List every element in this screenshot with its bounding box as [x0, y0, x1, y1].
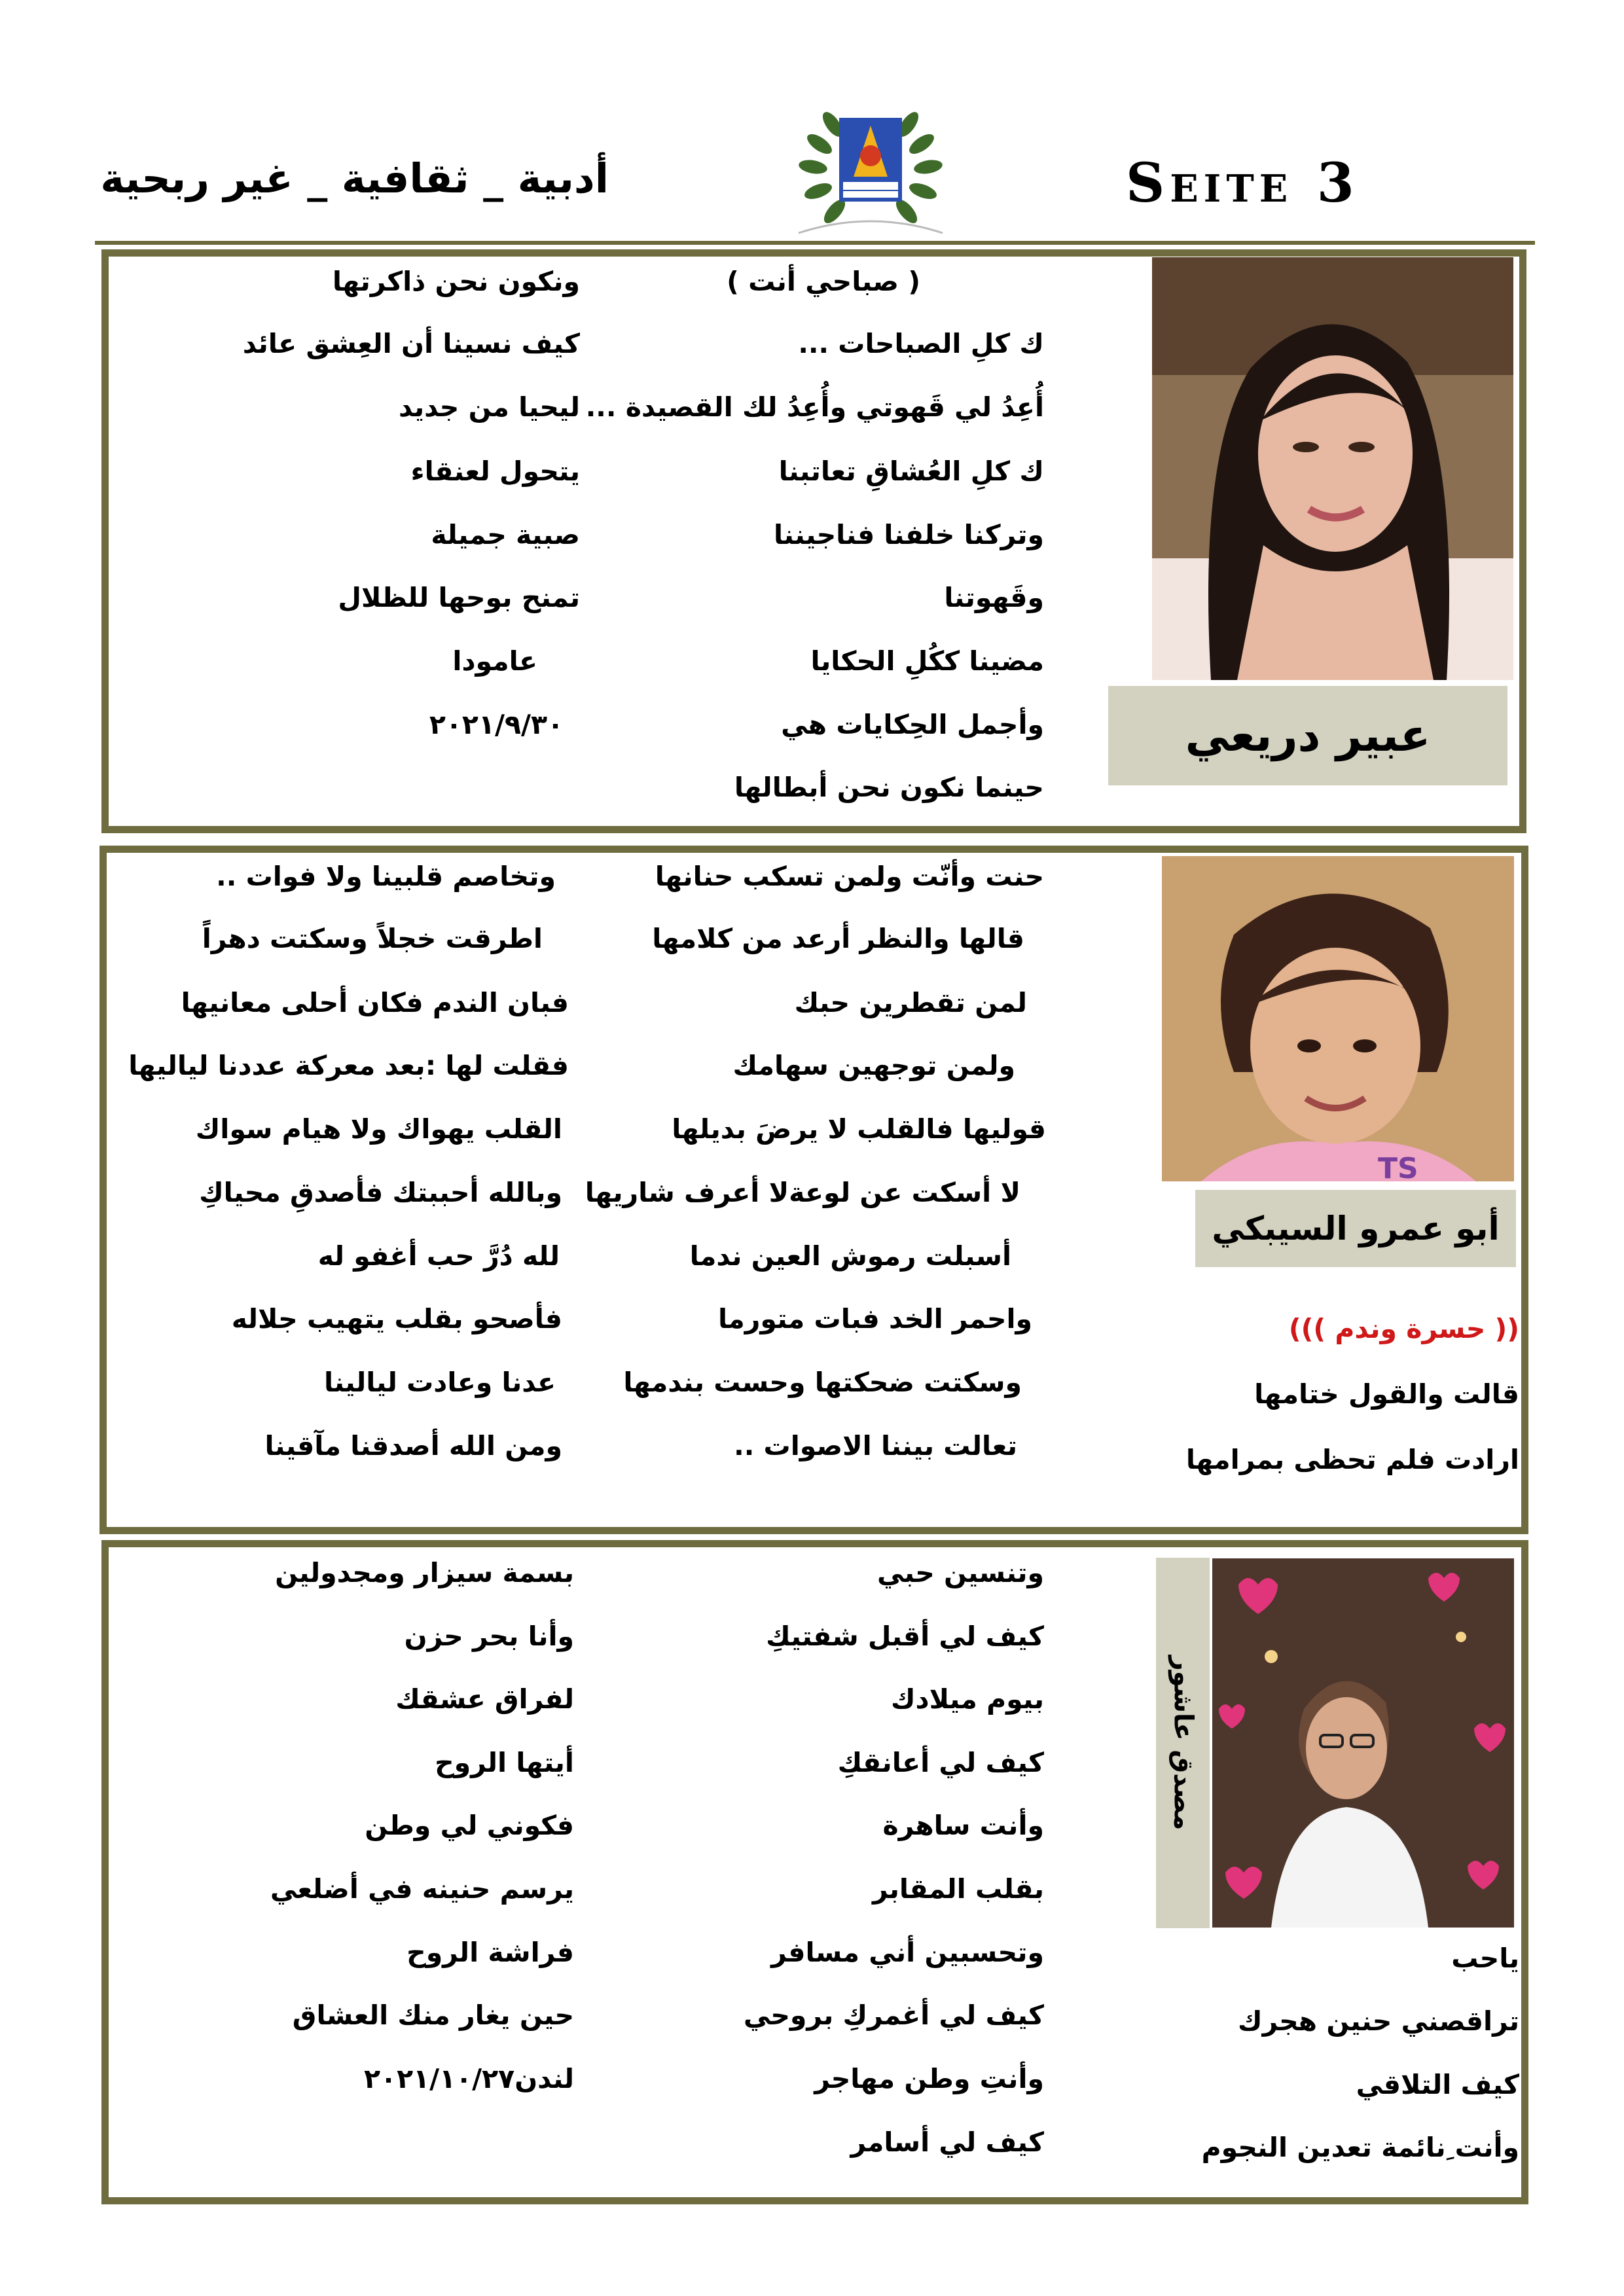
poem2-line: ومن الله أصدقنا مآقينا — [264, 1430, 562, 1462]
poem3-line: وأنتِ وطن مهاجر — [814, 2063, 1044, 2094]
poem2-line: وبالله أحببتك فأصدقِ محياكِ — [199, 1177, 562, 1208]
poem3-intro-line: وأنت ِنائمة تعدين النجوم — [1201, 2132, 1519, 2163]
poem2-line: اطرقت خجلاً وسكتت دهراً — [202, 923, 543, 954]
poem2-line: وسكتت ضحكتها وحست بندمها — [623, 1367, 1022, 1398]
poem2-line: فقلت لها :بعد معركة عددنا لياليها — [128, 1050, 569, 1081]
poet-name-mosaddaq-text: مصدق عاشور — [1167, 1655, 1198, 1831]
poem2-intro-line: ارادت فلم تحظى بمرامها — [1185, 1444, 1519, 1475]
poem3-line: حين يغار منك العشاق — [292, 2000, 574, 2031]
poem3-line: وتحسبين أني مسافر — [771, 1937, 1044, 1968]
poem3-line: كيف لي أقبل شفتيكِ — [766, 1621, 1044, 1652]
poem2-line: عدنا وعادت ليالينا — [324, 1367, 556, 1398]
poem2-line: ولمن توجهين سهامك — [732, 1050, 1015, 1081]
poem1-line: صبية جميلة — [431, 519, 580, 550]
page-number: Seite 3 — [1126, 152, 1360, 215]
poem2-title: (( حسرة وندم ))) — [1288, 1313, 1519, 1344]
poet-photo-abeer — [1152, 257, 1513, 680]
poem2-line: قالها والنظر أرعد من كلامها — [652, 923, 1024, 954]
poem2-line: القلب يهواك ولا هيام سواك — [195, 1113, 562, 1145]
poem1-line: وتركنا خلفنا فناجيننا — [774, 519, 1044, 550]
poem3-line: أيتها الروح — [435, 1747, 574, 1778]
poem1-line: حينما نكون نحن أبطالها — [734, 772, 1044, 803]
poem3-intro-line: ياحب — [1451, 1943, 1519, 1974]
poet-photo-mosaddaq — [1212, 1558, 1514, 1928]
poet-name-mosaddaq — [1156, 1558, 1210, 1928]
magazine-logo — [772, 79, 969, 245]
poem3-intro-line: كيف التلاقي — [1356, 2069, 1519, 2100]
poem1-line: ليحيا من جديد — [399, 391, 580, 423]
poem1-line: وقَهوتنا — [944, 582, 1044, 613]
poem3-line: فكوني لي وطن — [365, 1810, 574, 1841]
poet-photo-abu-amro — [1162, 856, 1514, 1181]
poem3-line: كيف لي أعانقكِ — [837, 1747, 1044, 1778]
poem1-line: ك كلِ العُشاقِ تعاتبنا — [778, 456, 1044, 487]
poem3-line: لفراق عشقك — [395, 1683, 574, 1715]
poet-name-abeer: عبير دريعي — [1108, 686, 1507, 785]
poem1-line: تمنح بوحها للظلال — [338, 582, 580, 613]
poem3-line: وأنت ساهرة — [882, 1810, 1044, 1841]
header-divider — [95, 241, 1535, 245]
poem1-line: يتحول لعنقاء — [410, 456, 580, 487]
poem2-line: حنت وأنّت ولمن تسكب حنانها — [655, 861, 1044, 892]
poem2-line: لله دُرَّ حب أغفو له — [317, 1240, 560, 1272]
poem3-line: فراشة الروح — [406, 1937, 574, 1968]
poem1-line: أُعِدُ لي قَهوتي وأُعِدُ لك القصيدة ... — [585, 391, 1044, 423]
poet-name-abu-amro: أبو عمرو السيبكي — [1195, 1190, 1516, 1267]
poem1-line: ونكون نحن ذاكرتها — [332, 266, 580, 297]
svg-text:TS: TS — [1378, 1152, 1418, 1181]
poem2-line: أسبلت رموش العين ندما — [689, 1240, 1011, 1272]
poem3-line: بقلب المقابر — [872, 1873, 1044, 1905]
poem3-line: كيف لي أسامر — [850, 2126, 1044, 2158]
poem2-line: وتخاصم قلبينا ولا فوات .. — [216, 861, 556, 892]
poem1-line: كيف نسينا أن العِشق عائد — [242, 328, 580, 359]
poem1-line: ك كلِ الصباحات ... — [798, 328, 1044, 359]
poem2-line: لا أسكت عن لوعةلا أعرف شاريها — [585, 1177, 1020, 1208]
poem2-line: قوليها فالقلب لا يرضَ بديلها — [672, 1113, 1046, 1145]
magazine-tagline: أدبية _ ثقافية _ غير ربحية — [100, 154, 609, 202]
poem1-line: مضينا ككُلِ الحكايا — [810, 645, 1044, 677]
poem3-line: بيوم ميلادك — [890, 1683, 1044, 1715]
poem2-line: واحمر الخد فبات متورما — [718, 1303, 1032, 1335]
poem2-line: فأصحو بقلب يتهيب جلاله — [231, 1303, 562, 1335]
poem2-line: فبان الندم فكان أحلى معانيها — [181, 987, 569, 1018]
poem3-line: يرسم حنينه في أضلعي — [270, 1873, 574, 1905]
poem3-line: وأنا بحر حزن — [404, 1621, 574, 1652]
poem2-line: تعالت بيننا الاصوات .. — [734, 1430, 1017, 1462]
poem1-line: وأجمل الحِكايات هي — [781, 709, 1044, 740]
poem1-date: ٢٠٢١/٩/٣٠ — [429, 709, 564, 740]
poem3-line: بسمة سيزار ومجدولين — [275, 1557, 574, 1588]
poem3-line: كيف لي أغمركِ بروحي — [743, 2000, 1044, 2031]
poem2-line: لمن تقطرين حبك — [794, 987, 1027, 1018]
poem2-intro-line: قالت والقول ختامها — [1254, 1378, 1519, 1410]
poem3-intro-line: تراقصني حنين هجرك — [1238, 2005, 1519, 2037]
poem1-title: ( صباحي أنت ) — [727, 266, 920, 297]
poem3-date: لندن٢٠٢١/١٠/٢٧ — [364, 2063, 574, 2094]
poem1-place: عامودا — [452, 645, 537, 677]
poem3-line: وتنسين حبي — [876, 1557, 1044, 1588]
